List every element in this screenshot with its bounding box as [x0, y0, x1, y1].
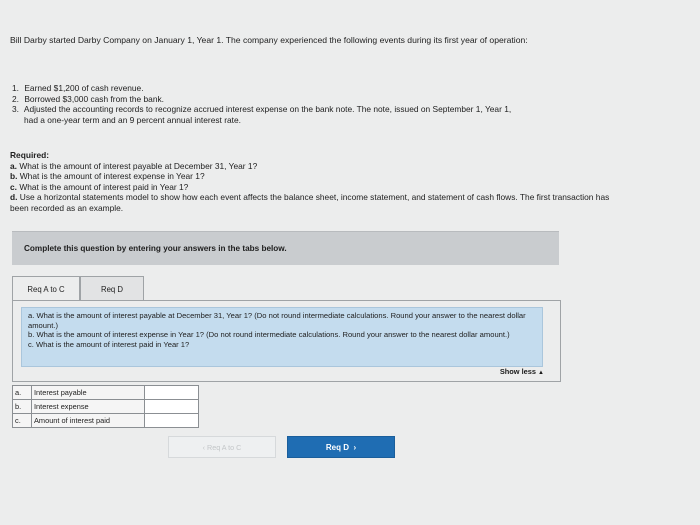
required-text: What is the amount of interest expense in Year 1? — [19, 171, 205, 182]
instructions-bar-text: Complete this question by entering your answers in the tabs below. — [24, 244, 287, 253]
chevron-right-icon: › — [349, 442, 357, 452]
instruction-c: c. What is the amount of interest paid in Year 1? — [28, 339, 190, 349]
interest-expense-cell — [145, 400, 199, 414]
required-text: What is the amount of interest paid in Year 1? — [19, 181, 189, 192]
required-text: What is the amount of interest payable at December 31, Year 1? — [19, 160, 258, 171]
caret-up-icon: ▲ — [538, 370, 544, 376]
tab-bar — [12, 276, 144, 301]
interest-payable-input[interactable] — [145, 386, 198, 399]
table-row — [13, 414, 199, 428]
required-letter: c. — [10, 181, 17, 192]
row-label: Amount of interest paid — [32, 414, 145, 428]
tab-req-a-to-c[interactable]: Req A to C — [12, 276, 80, 301]
show-less-label: Show less — [499, 367, 536, 376]
event-number: 3. — [12, 104, 19, 114]
instruction-b: b. What is the amount of interest expense in Year 1? (Do not round intermediate calculations. Round your answer to the nearest dollar amount.) — [28, 330, 510, 340]
event-continuation: had a one-year term and an 9 percent annual interest rate. — [24, 114, 241, 125]
problem-intro: Bill Darby started Darby Company on January 1, Year 1. The company experienced the following events during its first year of operation: — [10, 35, 528, 45]
instructions-bar — [12, 231, 559, 265]
required-item — [10, 192, 630, 213]
interest-paid-input[interactable] — [145, 414, 198, 427]
prev-tab-label: Req A to C — [207, 442, 242, 452]
table-row — [13, 400, 199, 414]
tab-panel — [12, 300, 561, 382]
event-text: Adjusted the accounting records to recognize accrued interest expense on the bank note. The note, issued on September 1, Year 1, — [23, 104, 512, 114]
next-tab-label: Req D — [325, 442, 349, 452]
list-item — [12, 94, 652, 105]
required-item — [10, 182, 630, 193]
event-number: 2. — [12, 93, 19, 104]
show-less-button[interactable] — [500, 367, 544, 376]
row-letter: c. — [13, 414, 32, 428]
row-letter: b. — [13, 400, 32, 414]
required-item — [10, 171, 630, 182]
question-instructions — [21, 307, 543, 367]
tab-req-d[interactable]: Req D — [80, 276, 144, 301]
table-row — [13, 386, 199, 400]
next-tab-button[interactable] — [287, 436, 395, 458]
row-letter: a. — [13, 386, 32, 400]
instruction-a: a. What is the amount of interest payable at December 31, Year 1? (Do not round intermediate calculations. Round your answer to the nearest dollar amount.) — [28, 311, 526, 330]
chevron-left-icon: ‹ — [202, 442, 207, 452]
required-title: Required: — [10, 150, 50, 160]
event-text: Borrowed $3,000 cash from the bank. — [24, 93, 164, 104]
interest-payable-cell — [145, 386, 199, 400]
answer-table — [12, 385, 199, 428]
interest-expense-input[interactable] — [145, 400, 198, 413]
required-section — [10, 150, 630, 214]
list-item — [12, 83, 652, 94]
required-letter: d. — [10, 192, 18, 203]
events-list — [12, 83, 652, 125]
event-text: Earned $1,200 of cash revenue. — [24, 83, 144, 93]
required-text: Use a horizontal statements model to show how each event affects the balance sheet, income statement, and statement of cash flows. The first transaction has been recorded as an example. — [10, 192, 610, 213]
list-item — [12, 104, 652, 125]
row-label: Interest payable — [32, 386, 145, 400]
row-label: Interest expense — [32, 400, 145, 414]
interest-paid-cell — [145, 414, 199, 428]
required-item — [10, 161, 630, 172]
prev-tab-button[interactable] — [168, 436, 276, 458]
required-letter: a. — [10, 160, 17, 171]
event-number: 1. — [12, 83, 19, 93]
required-letter: b. — [10, 171, 18, 182]
